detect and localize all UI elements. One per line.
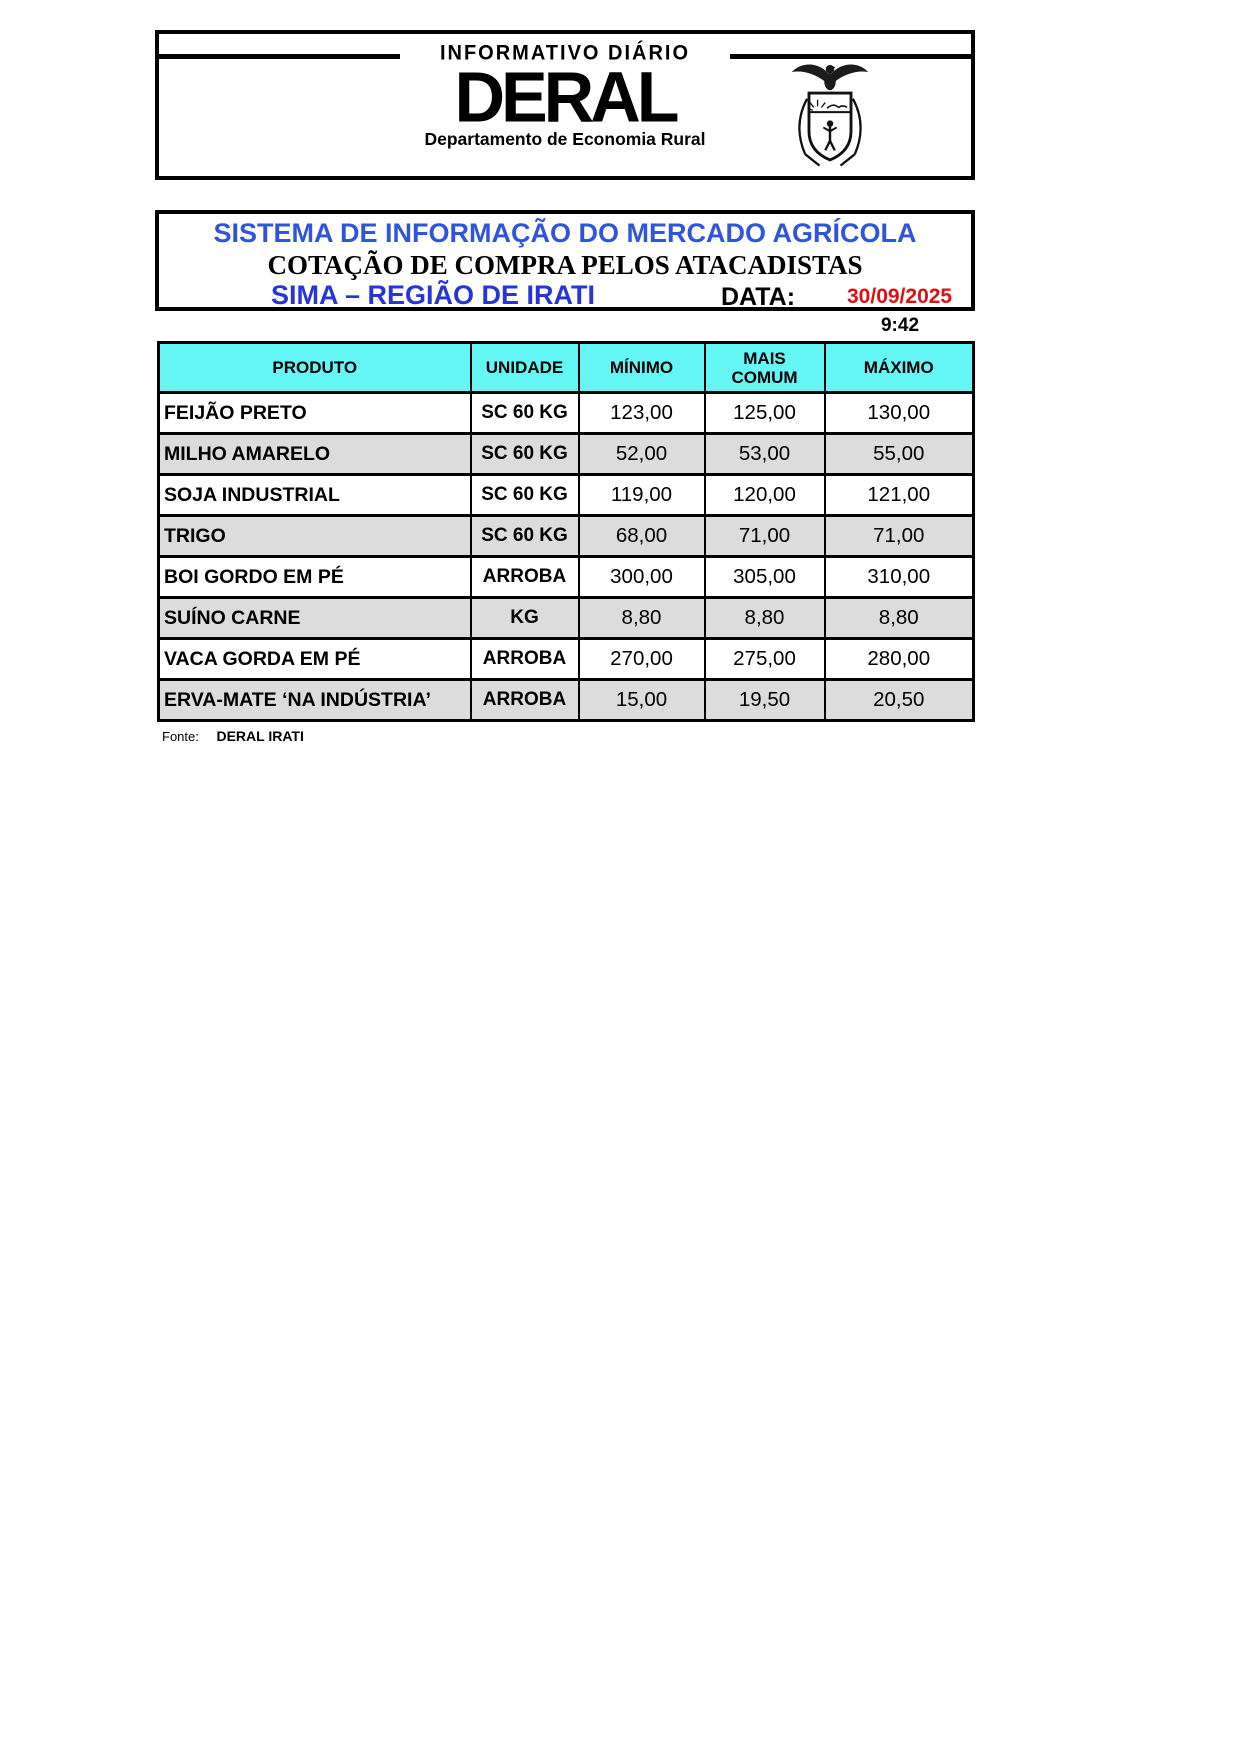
min-cell: 15,00 xyxy=(579,680,705,721)
source-label: Fonte: xyxy=(162,729,199,744)
column-header-maximo: MÁXIMO xyxy=(825,343,974,393)
min-cell: 119,00 xyxy=(579,475,705,516)
report-title: COTAÇÃO DE COMPRA PELOS ATACADISTAS xyxy=(267,250,863,280)
table-row xyxy=(159,434,974,475)
date-value: 30/09/2025 xyxy=(847,285,953,308)
table-row xyxy=(159,475,974,516)
system-title: SISTEMA DE INFORMAÇÃO DO MERCADO AGRÍCOLA xyxy=(213,218,917,248)
product-cell: SUÍNO CARNE xyxy=(159,598,471,639)
date-label: DATA: xyxy=(721,283,796,311)
unit-cell: SC 60 KG xyxy=(471,516,579,557)
report-time: 9:42 xyxy=(880,315,920,336)
table-row xyxy=(159,557,974,598)
min-cell: 68,00 xyxy=(579,516,705,557)
unit-cell: KG xyxy=(471,598,579,639)
max-cell: 121,00 xyxy=(825,475,974,516)
product-cell: FEIJÃO PRETO xyxy=(159,393,471,434)
product-cell: BOI GORDO EM PÉ xyxy=(159,557,471,598)
deral-logo xyxy=(400,40,730,154)
common-cell: 53,00 xyxy=(705,434,825,475)
title-box xyxy=(155,210,975,311)
max-cell: 71,00 xyxy=(825,516,974,557)
column-header-minimo: MÍNIMO xyxy=(579,343,705,393)
table-row xyxy=(159,680,974,721)
max-cell: 280,00 xyxy=(825,639,974,680)
deral-wordmark: DERAL xyxy=(454,57,676,137)
min-cell: 123,00 xyxy=(579,393,705,434)
source-value: DERAL IRATI xyxy=(216,728,304,744)
common-cell: 19,50 xyxy=(705,680,825,721)
product-cell: VACA GORDA EM PÉ xyxy=(159,639,471,680)
price-table xyxy=(157,341,975,722)
unit-cell: SC 60 KG xyxy=(471,434,579,475)
price-table-section xyxy=(157,341,973,744)
max-cell: 310,00 xyxy=(825,557,974,598)
unit-cell: SC 60 KG xyxy=(471,475,579,516)
source-line xyxy=(157,728,973,744)
unit-cell: ARROBA xyxy=(471,557,579,598)
price-table-header xyxy=(159,343,974,393)
parana-coat-of-arms-icon xyxy=(787,56,873,179)
column-header-mais-comum: MAIS COMUM xyxy=(705,343,825,393)
max-cell: 55,00 xyxy=(825,434,974,475)
common-cell: 71,00 xyxy=(705,516,825,557)
column-header-unidade: UNIDADE xyxy=(471,343,579,393)
logo-tagline: INFORMATIVO DIÁRIO xyxy=(439,41,691,65)
unit-cell: SC 60 KG xyxy=(471,393,579,434)
table-row xyxy=(159,598,974,639)
common-cell: 305,00 xyxy=(705,557,825,598)
min-cell: 300,00 xyxy=(579,557,705,598)
region-title: SIMA – REGIÃO DE IRATI xyxy=(271,280,596,310)
unit-cell: ARROBA xyxy=(471,639,579,680)
min-cell: 52,00 xyxy=(579,434,705,475)
logo-subtitle: Departamento de Economia Rural xyxy=(424,129,706,150)
table-row xyxy=(159,639,974,680)
unit-cell: ARROBA xyxy=(471,680,579,721)
common-cell: 120,00 xyxy=(705,475,825,516)
product-cell: ERVA-MATE ‘NA INDÚSTRIA’ xyxy=(159,680,471,721)
common-cell: 125,00 xyxy=(705,393,825,434)
min-cell: 270,00 xyxy=(579,639,705,680)
region-date-row xyxy=(159,281,971,311)
product-cell: MILHO AMARELO xyxy=(159,434,471,475)
price-table-body xyxy=(159,393,974,721)
product-cell: SOJA INDUSTRIAL xyxy=(159,475,471,516)
masthead-box xyxy=(155,30,975,180)
column-header-produto: PRODUTO xyxy=(159,343,471,393)
max-cell: 20,50 xyxy=(825,680,974,721)
max-cell: 130,00 xyxy=(825,393,974,434)
product-cell: TRIGO xyxy=(159,516,471,557)
max-cell: 8,80 xyxy=(825,598,974,639)
common-cell: 8,80 xyxy=(705,598,825,639)
header-row xyxy=(159,343,974,393)
table-row xyxy=(159,516,974,557)
min-cell: 8,80 xyxy=(579,598,705,639)
table-row xyxy=(159,393,974,434)
common-cell: 275,00 xyxy=(705,639,825,680)
